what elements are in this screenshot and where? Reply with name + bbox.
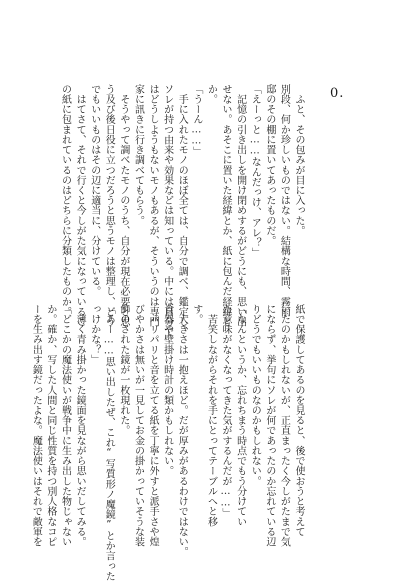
bottom-text-line: りどうでもいいものなのかもしれない。 xyxy=(249,304,261,487)
top-text-line: 記憶の引き出しを開け閉めするがどうにも、思い出 xyxy=(234,84,246,327)
bottom-text-line: 大きさは一抱えほど。だが厚みがあるわけではない。 xyxy=(176,304,188,557)
top-text-line: はてさて、それで行くと今しがた気になっているこ xyxy=(74,84,86,327)
top-text-line: 「えーっと……なんだっけ、アレ？」 xyxy=(249,84,261,259)
top-text-line: でもいいものはその辺に適当に、分けている。 xyxy=(88,84,100,297)
text-block-bottom xyxy=(28,304,305,581)
bottom-text-line: パリパリと音を立てる紙を丁寧に外すと派手さや煌 xyxy=(147,304,159,547)
bottom-text-line: 食器や壁掛け時計の類かもしれない。 xyxy=(161,304,173,477)
bottom-text-line: っけかな？」 xyxy=(88,304,100,365)
bottom-text-line: た意味がなくなってきた気がするんだが……」 xyxy=(220,304,232,519)
bottom-text-line: にならず、挙句にソレが何であったのか忘れている辺 xyxy=(263,304,275,547)
top-text-line: 邸のその棚に置いてあったものだ。 xyxy=(263,84,275,246)
top-text-line: ソレが持つ由来や効果などは知っている。中には自分で xyxy=(161,84,173,337)
top-text-line: そうやって調べたモノのうち、自分が現在必要と思 xyxy=(117,84,129,327)
top-text-line: せない。あそこに置いた経緯とか、紙に包んだ経緯と xyxy=(220,84,232,327)
top-text-line: 家に訊きに行き調べてもらう。 xyxy=(132,84,144,226)
bottom-text-line: びやかさは無いが一見してお金の掛かっていそうな装 xyxy=(132,304,144,547)
top-text-line: ふと、その包みが目に入った。 xyxy=(293,84,304,236)
bottom-text-line: 苦笑しながらそれを手にとってテーブルへと移 xyxy=(205,304,217,527)
bottom-text-line: す。 xyxy=(190,304,202,325)
top-text-line: の紙に包まれているのはどちらに分類したものか。 xyxy=(59,84,71,317)
bottom-text-line: 薄く青み掛かった鏡面を見ながら思いだしてみる。 xyxy=(74,304,86,547)
chapter-mark: 0. xyxy=(330,86,345,101)
bottom-text-line: 「どこかの魔法使いが戦争中に生み出した物じゃない xyxy=(59,304,71,547)
bottom-text-line: か。確か、写した人間と同じ性質を持つ別人格なコピ xyxy=(44,304,56,547)
top-text-line: か。 xyxy=(205,84,217,105)
top-text-line: はどうしようもないモノもあるが、そういうのは専門 xyxy=(147,84,159,327)
top-text-line: う及び後日役に立つだろうと思うモノは整理し、どう xyxy=(103,84,115,327)
top-text-line: 手に入れたモノのほぼ全ては、自分で調べ、鑑定し、 xyxy=(176,84,188,337)
bottom-text-line: 紙で保護してあるのを見ると、後で使おうと考えて xyxy=(293,304,304,537)
top-text-line: 別段、何か珍しいものではない。結構な時間、霧雨 xyxy=(278,84,290,317)
bottom-text-line: 「あー……思い出したぜ、これ“写質形ノ魔鏡”とか言った xyxy=(103,304,115,581)
bottom-text-line: いたのかもしれないが、正直まったく今しがたまで気 xyxy=(278,304,290,547)
bottom-text-line: ーを生み出す鏡だったよな。魔法使いはそれで敵軍を xyxy=(30,304,42,547)
bottom-text-line: 「なんというか、忘れちまう時点でもう分けてい xyxy=(234,304,246,527)
top-text-line: 「うーん……」 xyxy=(190,84,202,157)
bottom-text-line: 飾のされた鏡が一枚現れた。 xyxy=(117,304,129,436)
